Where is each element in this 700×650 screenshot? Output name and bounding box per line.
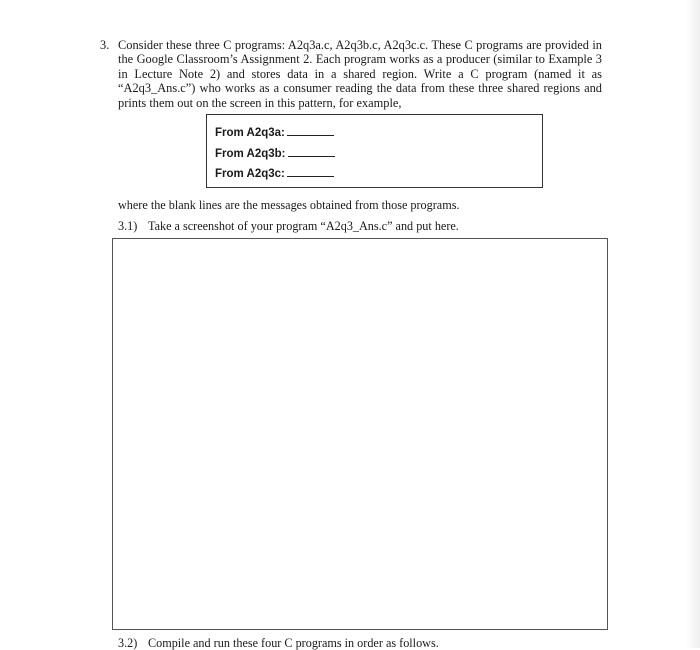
sample-line-b	[215, 146, 335, 161]
page-edge-shadow	[686, 0, 700, 648]
question-paragraph: Consider these three C programs: A2q3a.c, A2q3b.c, A2q3c.c. These C programs are provided in the Google Classroom’s Assignment 2. Each program works as a producer (similar to Example 3 in Lecture Note 2) and stores data in a shared region. Write a C program (named it as “A2q3_Ans.c”) who works as a consumer reading the data from these three shared regions and prints them out on the screen in this pattern, for example,	[118, 38, 602, 110]
sample-output-box	[206, 114, 543, 188]
subquestion-number: 3.2)	[118, 636, 138, 650]
blank-line	[287, 125, 334, 136]
question-text	[118, 38, 602, 110]
blank-line	[288, 146, 335, 157]
sample-label-a: From A2q3a:	[215, 127, 285, 139]
question-number: 3.	[100, 38, 110, 52]
sample-label-c: From A2q3c:	[215, 168, 285, 180]
answer-screenshot-box	[112, 238, 608, 630]
subquestion-3-1	[118, 219, 459, 233]
subquestion-number: 3.1)	[118, 219, 138, 233]
subquestion-text: Compile and run these four C programs in order as follows.	[148, 636, 439, 650]
sample-line-a	[215, 125, 334, 140]
sample-line-c	[215, 166, 334, 181]
subquestion-text: Take a screenshot of your program “A2q3_Ans.c” and put here.	[148, 219, 459, 233]
blank-line	[287, 166, 334, 177]
sample-label-b: From A2q3b:	[215, 148, 286, 160]
explanation-text: where the blank lines are the messages obtained from those programs.	[118, 198, 460, 212]
